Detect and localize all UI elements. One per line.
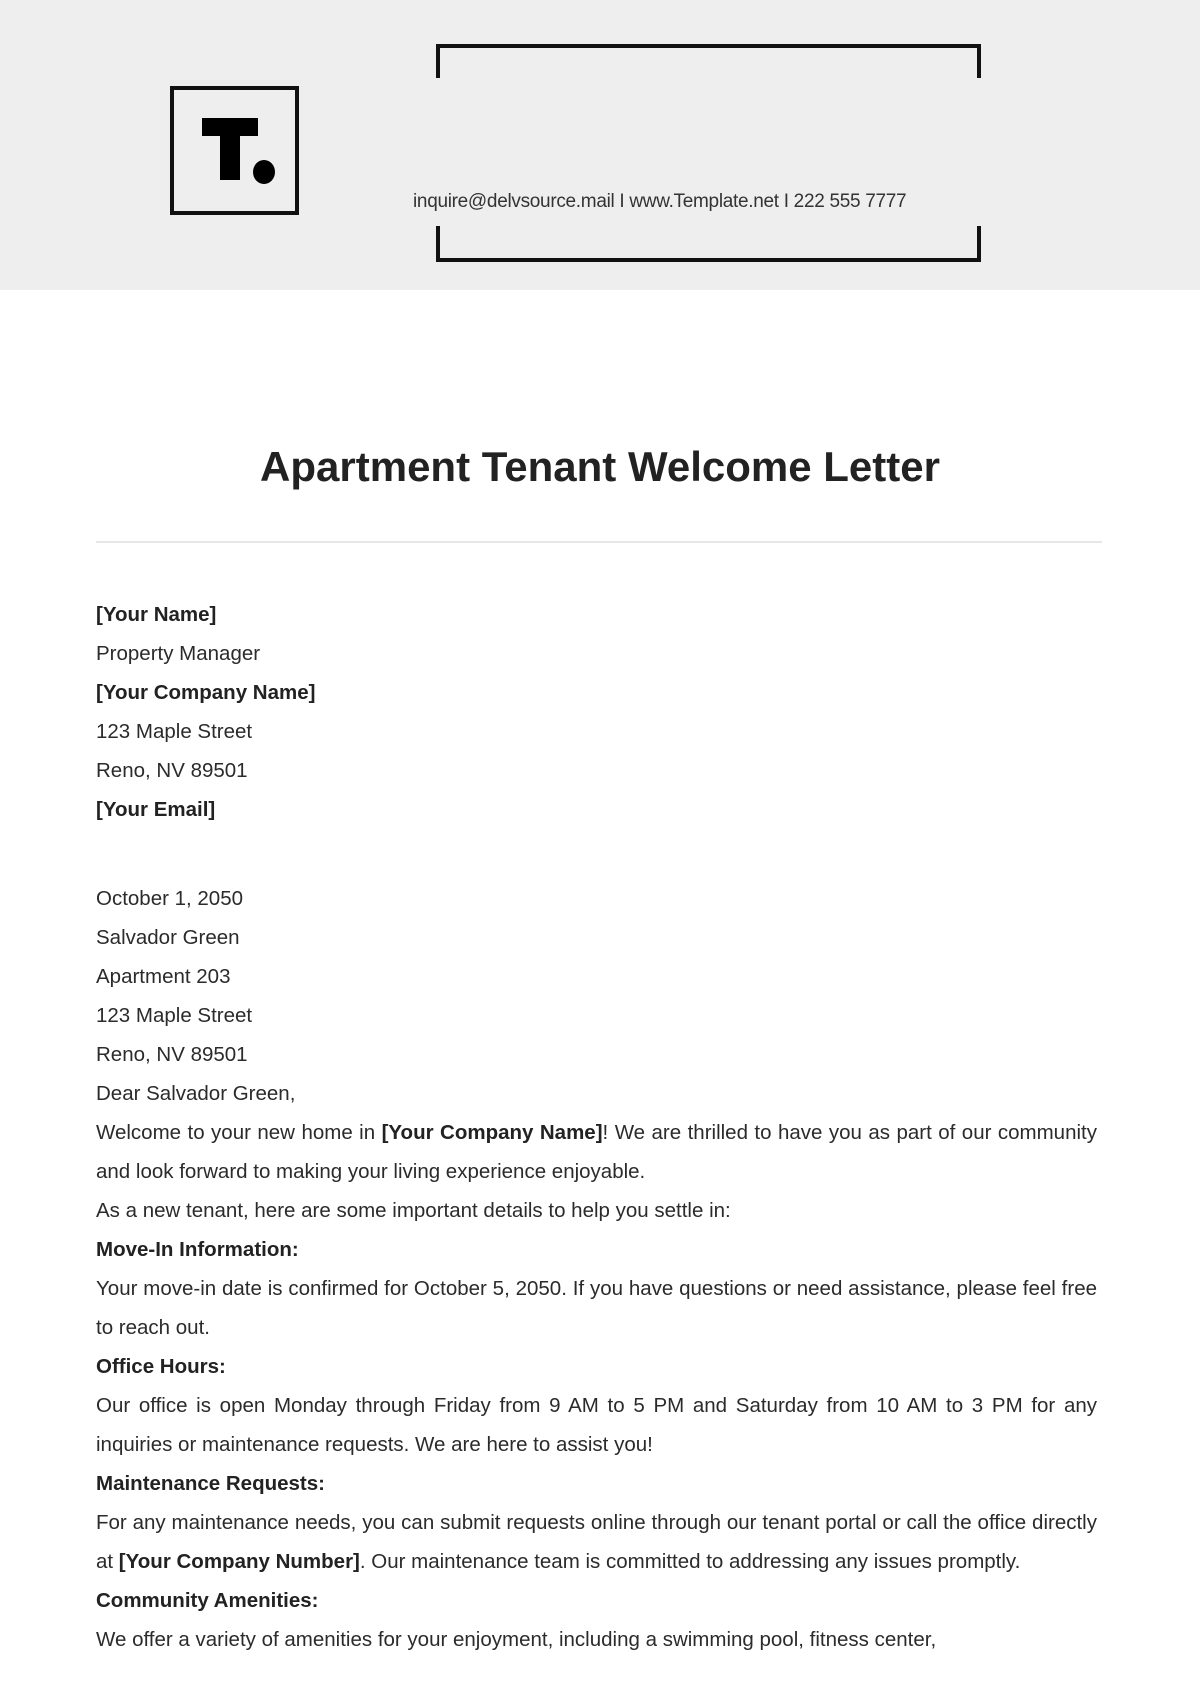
letterhead — [0, 0, 1200, 290]
letter-date: October 1, 2050 — [96, 887, 244, 910]
recipient-street: 123 Maple Street — [96, 1004, 253, 1027]
movein-text: Your move-in date is confirmed for October 5, 2050. If you have questions or need assistance, please feel free to reach out. — [96, 1277, 1097, 1339]
salutation: Dear Salvador Green, — [96, 1082, 296, 1105]
company-logo — [170, 86, 299, 215]
contact-info: inquire@delvsource.mail I www.Template.net I 222 555 7777 — [413, 191, 907, 212]
logo-letter-t — [202, 118, 258, 180]
frame-bracket-bottom — [436, 226, 981, 262]
maintenance-paragraph — [96, 1503, 1097, 1581]
intro-paragraph: As a new tenant, here are some important details to help you settle in: — [96, 1199, 731, 1222]
sender-role: Property Manager — [96, 642, 261, 665]
sender-city: Reno, NV 89501 — [96, 759, 248, 782]
sender-email: [Your Email] — [96, 798, 216, 821]
frame-bracket-top — [436, 44, 981, 78]
recipient-city: Reno, NV 89501 — [96, 1043, 248, 1066]
recipient-apartment: Apartment 203 — [96, 965, 231, 988]
sender-company: [Your Company Name] — [96, 681, 316, 704]
movein-heading: Move-In Information: — [96, 1238, 299, 1261]
office-hours-text: Our office is open Monday through Friday from 9 AM to 5 PM and Saturday from 10 AM to 3 PM for any inquiries or maintenance requests. We are here to assist you! — [96, 1394, 1097, 1456]
welcome-paragraph — [96, 1113, 1097, 1191]
logo-dot — [253, 160, 275, 184]
divider — [96, 541, 1102, 543]
sender-street: 123 Maple Street — [96, 720, 253, 743]
letter-body — [96, 595, 1097, 1659]
company-number-placeholder: [Your Company Number] — [118, 1550, 360, 1573]
maintenance-text-end: . Our maintenance team is committed to addressing any issues promptly. — [359, 1550, 1021, 1573]
welcome-text: Welcome to your new home in — [96, 1121, 382, 1144]
document-title: Apartment Tenant Welcome Letter — [260, 443, 940, 490]
amenities-heading: Community Amenities: — [96, 1589, 319, 1612]
sender-name: [Your Name] — [96, 603, 217, 626]
recipient-name: Salvador Green — [96, 926, 240, 949]
welcome-text-end: ! We are thrilled to have you as part of our community and look forward to making your living experience enjoyable. — [96, 1121, 1097, 1183]
company-placeholder: [Your Company Name] — [381, 1121, 603, 1144]
office-hours-heading: Office Hours: — [96, 1355, 226, 1378]
maintenance-text: For any maintenance needs, you can submit requests online through our tenant portal or call the office directly at — [96, 1511, 1097, 1573]
maintenance-heading: Maintenance Requests: — [96, 1472, 325, 1495]
amenities-text: We offer a variety of amenities for your enjoyment, including a swimming pool, fitness center, — [96, 1628, 937, 1651]
